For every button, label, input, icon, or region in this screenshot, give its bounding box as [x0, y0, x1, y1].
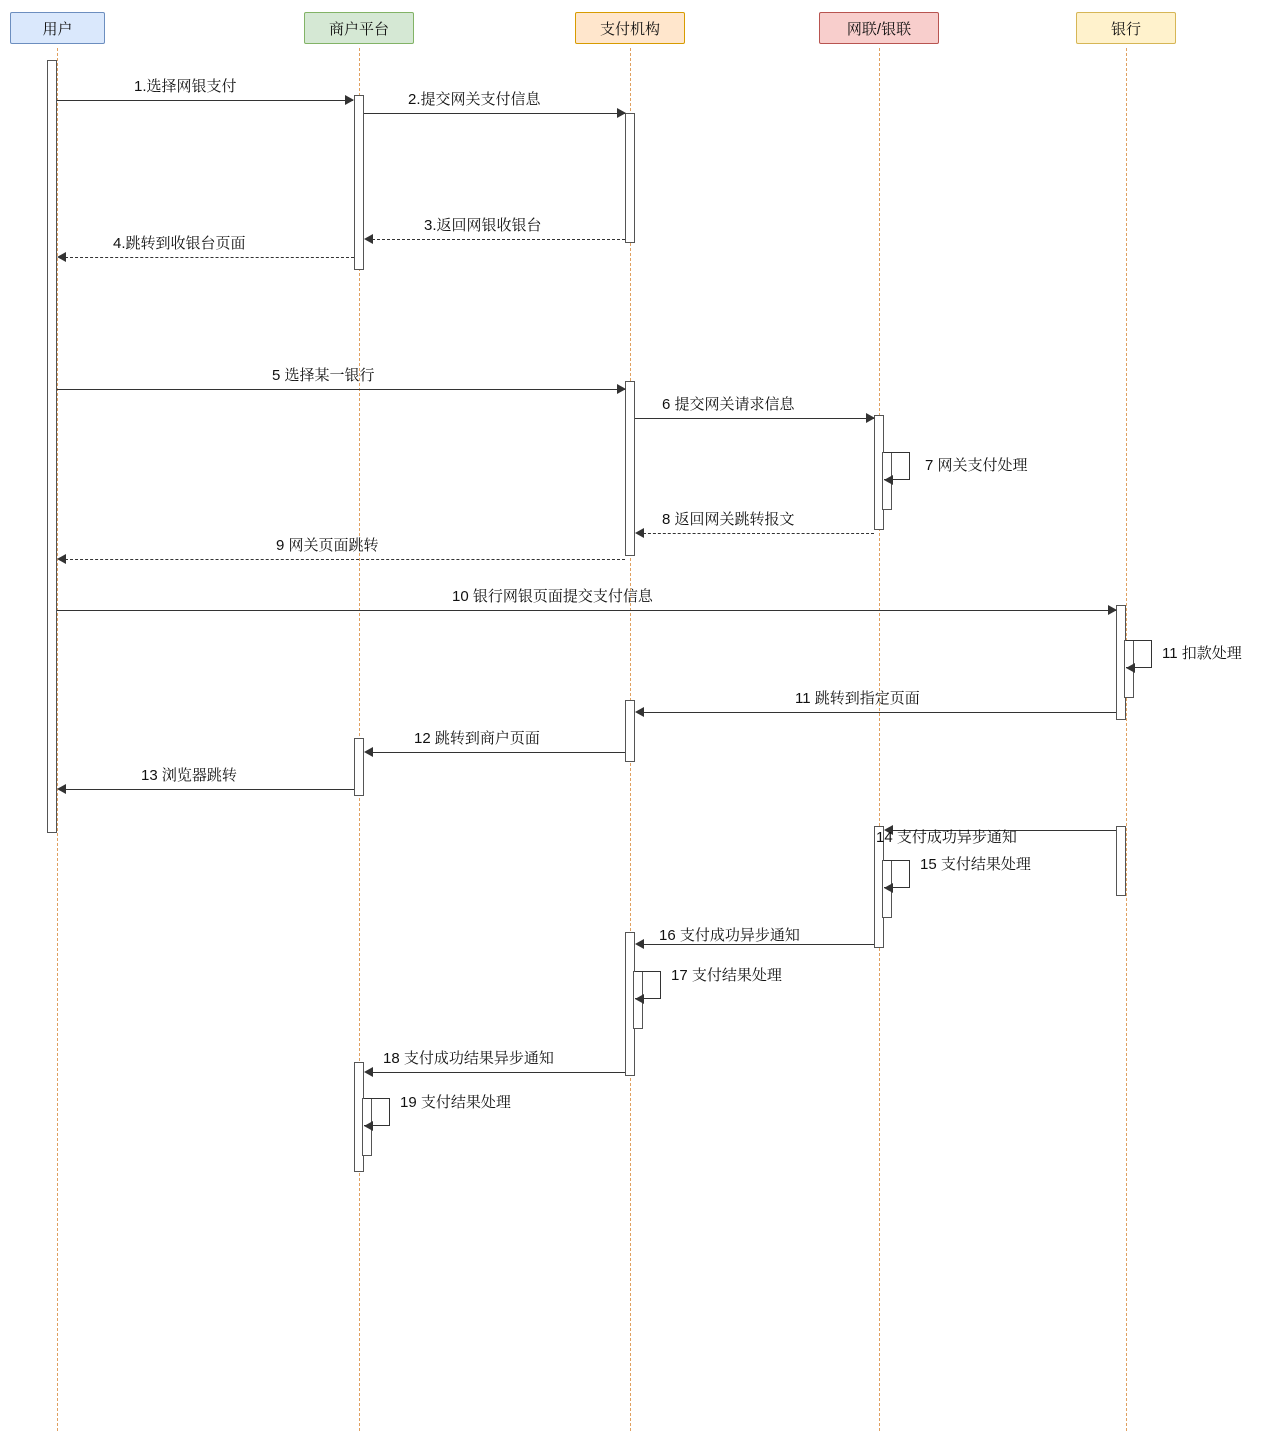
message-arrow-19 — [364, 1121, 373, 1131]
message-label-10: 10 银行网银页面提交支付信息 — [452, 588, 653, 605]
message-label-6: 6 提交网关请求信息 — [662, 396, 795, 413]
message-line-4 — [65, 257, 354, 258]
message-arrow-11a — [1126, 663, 1135, 673]
message-arrow-7 — [884, 475, 893, 485]
message-label-7: 7 网关支付处理 — [925, 457, 1028, 474]
message-arrow-11b — [635, 707, 644, 717]
message-line-10 — [57, 610, 1116, 611]
lifeline-bank — [1126, 48, 1127, 1431]
message-label-12: 12 跳转到商户页面 — [414, 730, 540, 747]
actor-unionpay[interactable] — [819, 12, 939, 44]
message-label-9: 9 网关页面跳转 — [276, 537, 379, 554]
activation-payorg-2 — [625, 381, 635, 556]
actor-merchant-label: 商户平台 — [328, 20, 389, 38]
message-line-1 — [57, 100, 353, 101]
message-line-5 — [57, 389, 625, 390]
message-label-19: 19 支付结果处理 — [400, 1094, 511, 1111]
message-arrow-16 — [635, 939, 644, 949]
message-line-2 — [364, 113, 625, 114]
message-label-4: 4.跳转到收银台页面 — [113, 235, 246, 252]
message-arrow-2 — [617, 108, 626, 118]
message-arrow-10 — [1108, 605, 1117, 615]
activation-user — [47, 60, 57, 833]
message-line-3 — [372, 239, 625, 240]
message-arrow-17 — [635, 994, 644, 1004]
message-line-6 — [635, 418, 874, 419]
message-label-17: 17 支付结果处理 — [671, 967, 782, 984]
message-line-8 — [643, 533, 874, 534]
actor-user[interactable] — [10, 12, 105, 44]
message-label-14: 14 支付成功异步通知 — [876, 829, 1017, 846]
message-label-8: 8 返回网关跳转报文 — [662, 511, 795, 528]
actor-bank[interactable] — [1076, 12, 1176, 44]
message-label-16: 16 支付成功异步通知 — [659, 927, 800, 944]
message-arrow-15 — [884, 883, 893, 893]
activation-payorg-1 — [625, 113, 635, 243]
actor-user-label: 用户 — [42, 20, 73, 38]
message-label-3: 3.返回网银收银台 — [424, 217, 542, 234]
message-label-2: 2.提交网关支付信息 — [408, 91, 541, 108]
message-label-18: 18 支付成功结果异步通知 — [383, 1050, 554, 1067]
actor-payorg[interactable] — [575, 12, 685, 44]
activation-bank-2 — [1116, 826, 1126, 896]
message-line-9 — [65, 559, 625, 560]
message-arrow-13 — [57, 784, 66, 794]
message-line-12 — [372, 752, 625, 753]
message-label-5: 5 选择某一银行 — [272, 367, 375, 384]
message-line-11b — [643, 712, 1116, 713]
actor-bank-label: 银行 — [1110, 20, 1141, 38]
message-arrow-3 — [364, 234, 373, 244]
message-label-11a: 11 扣款处理 — [1162, 645, 1242, 662]
actor-payorg-label: 支付机构 — [599, 20, 660, 38]
actor-unionpay-label: 网联/银联 — [846, 20, 912, 38]
message-label-15: 15 支付结果处理 — [920, 856, 1031, 873]
message-line-18 — [372, 1072, 625, 1073]
activation-payorg-3 — [625, 700, 635, 762]
message-arrow-5 — [617, 384, 626, 394]
activation-merchant-1 — [354, 95, 364, 270]
actor-merchant[interactable] — [304, 12, 414, 44]
message-arrow-8 — [635, 528, 644, 538]
message-line-13 — [65, 789, 354, 790]
message-label-11b: 11 跳转到指定页面 — [795, 690, 920, 707]
activation-merchant-2 — [354, 738, 364, 796]
message-arrow-12 — [364, 747, 373, 757]
message-label-13: 13 浏览器跳转 — [141, 767, 237, 784]
message-label-1: 1.选择网银支付 — [134, 78, 237, 95]
message-arrow-1 — [345, 95, 354, 105]
lifeline-unionpay — [879, 48, 880, 1431]
message-arrow-4 — [57, 252, 66, 262]
message-arrow-6 — [866, 413, 875, 423]
message-arrow-9 — [57, 554, 66, 564]
message-arrow-18 — [364, 1067, 373, 1077]
